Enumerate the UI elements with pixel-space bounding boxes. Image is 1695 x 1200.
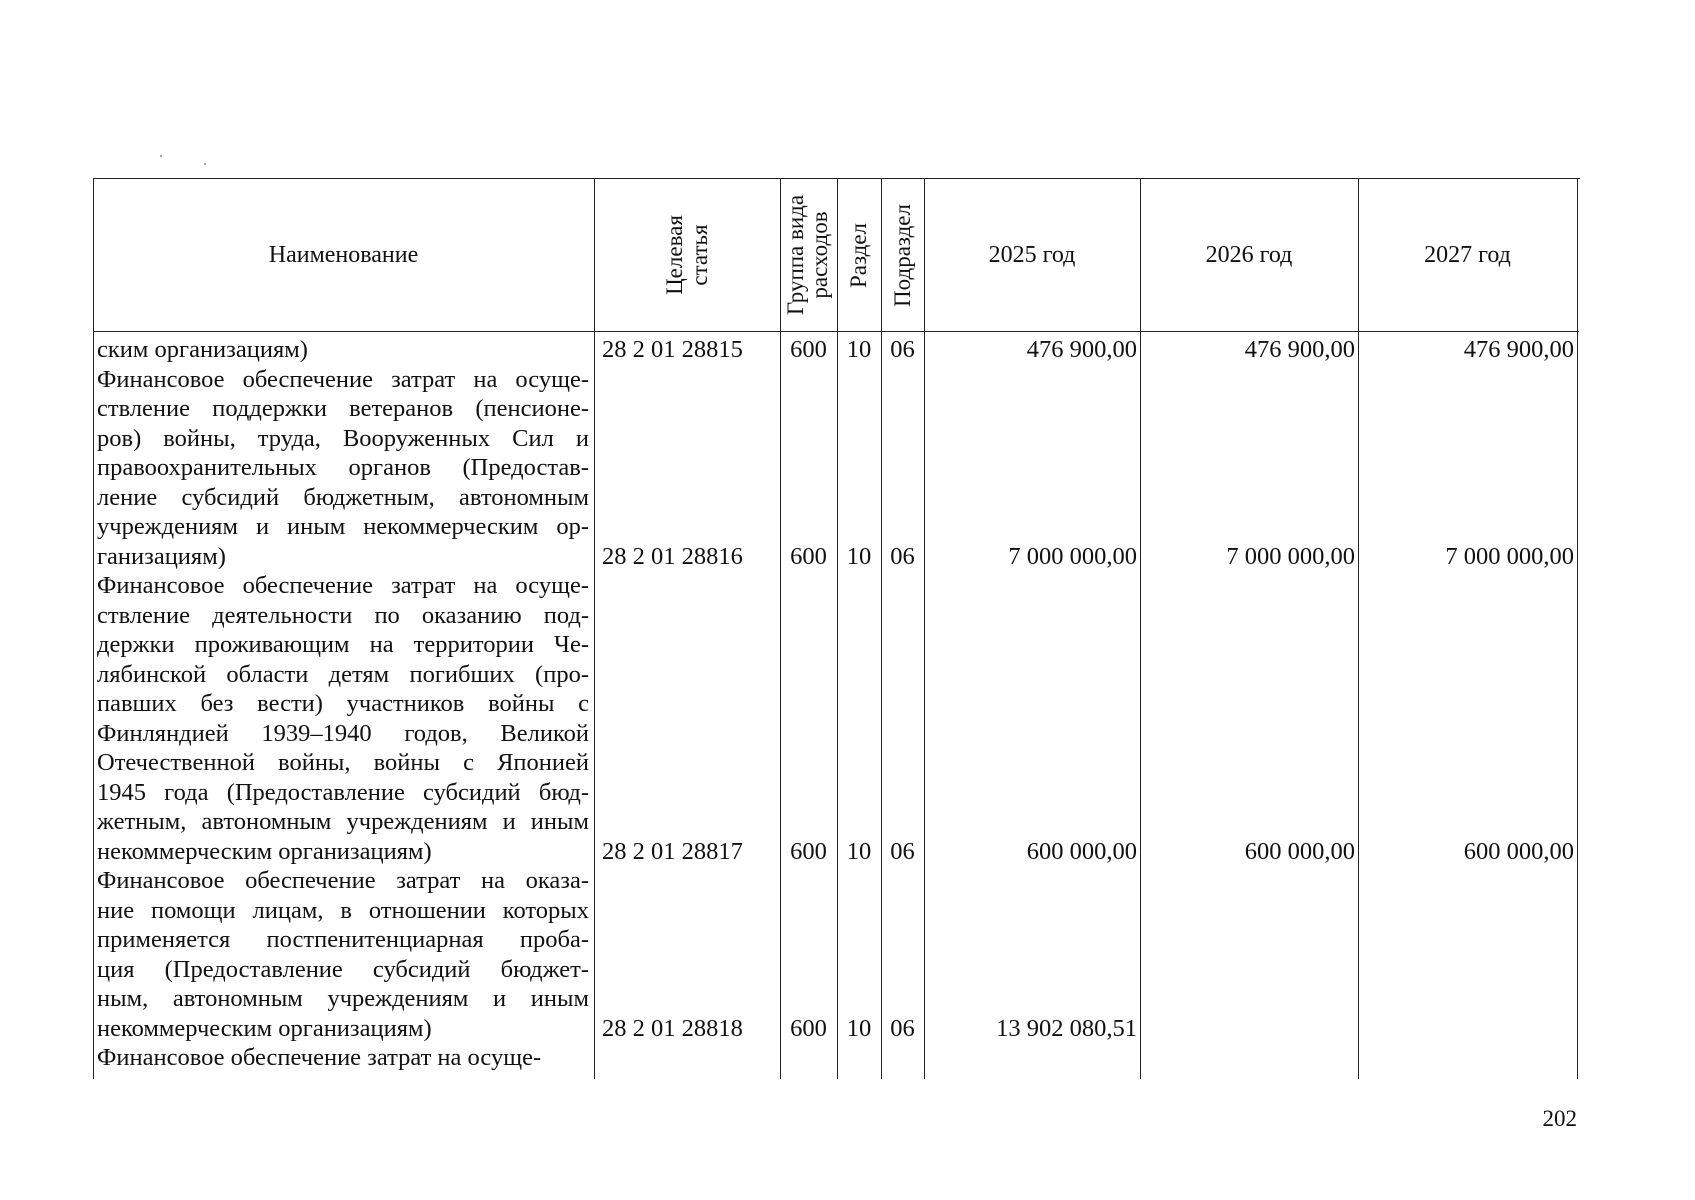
header-group-line2: расходов bbox=[807, 211, 833, 299]
header-2026 bbox=[1140, 179, 1358, 331]
amount-2027-cell: 476 900,00 bbox=[1463, 336, 1574, 363]
subsection-cell: 06 bbox=[890, 336, 915, 363]
expense-group-cell: 600 bbox=[790, 1014, 827, 1042]
header-name bbox=[93, 179, 594, 331]
header-2027-text: 2027 год bbox=[1424, 241, 1511, 268]
target-article-cell: 28 2 01 28816 bbox=[602, 542, 743, 570]
header-group-line1: Группа вида bbox=[783, 194, 809, 316]
row-name-line: Отечественной войны, войны с Японией bbox=[97, 749, 589, 776]
expense-group-cell: 600 bbox=[790, 336, 827, 363]
section-cell: 10 bbox=[846, 336, 872, 363]
table-border-right bbox=[1577, 179, 1578, 1079]
header-target-line2: статья bbox=[686, 224, 712, 286]
header-2027 bbox=[1358, 179, 1577, 331]
page-number: 202 bbox=[1542, 1106, 1577, 1131]
row-name-line: ствление деятельности по оказанию под- bbox=[97, 601, 589, 629]
header-2025-text: 2025 год bbox=[988, 241, 1076, 268]
row-name-line: Финансовое обеспечение затрат на оказа- bbox=[97, 867, 589, 894]
row-name-line: ление субсидий бюджетным, автономным bbox=[97, 483, 589, 511]
target-article-cell: 28 2 01 28815 bbox=[602, 336, 743, 363]
header-section-text: Раздел bbox=[846, 222, 872, 288]
section-cell: 10 bbox=[846, 1014, 872, 1042]
amount-2026-cell: 7 000 000,00 bbox=[1226, 542, 1355, 570]
amount-2025-cell: 476 900,00 bbox=[1026, 336, 1137, 363]
header-separator bbox=[93, 331, 1579, 332]
header-target-line1: Целевая bbox=[661, 215, 687, 295]
budget-table bbox=[93, 178, 1580, 1079]
row-name bbox=[97, 571, 589, 866]
row-name-line: лябинской области детям погибших (про- bbox=[97, 660, 589, 688]
row-name-line: павших без вести) участников войны с bbox=[97, 690, 589, 717]
expense-group-cell: 600 bbox=[790, 542, 827, 570]
row-name-line: применяется постпенитенциарная проба- bbox=[97, 926, 589, 953]
header-2025 bbox=[924, 179, 1140, 331]
row-name-line: ствление поддержки ветеранов (пенсионе- bbox=[97, 395, 589, 422]
row-name bbox=[97, 365, 589, 572]
target-article-cell: 28 2 01 28818 bbox=[602, 1014, 743, 1042]
header-subsection-text: Подраздел bbox=[890, 203, 916, 307]
scan-speck bbox=[204, 163, 206, 165]
expense-group-cell: 600 bbox=[790, 837, 827, 865]
amount-2025-cell: 600 000,00 bbox=[1026, 837, 1137, 865]
header-expense-group bbox=[780, 179, 837, 331]
amount-2027-cell: 7 000 000,00 bbox=[1445, 542, 1574, 570]
header-2026-text: 2026 год bbox=[1205, 241, 1293, 268]
row-name bbox=[97, 1043, 589, 1073]
section-cell: 10 bbox=[846, 542, 872, 570]
row-name-line: правоохранительных органов (Предостав- bbox=[97, 454, 589, 481]
amount-2027-cell: 600 000,00 bbox=[1463, 837, 1574, 865]
row-name-line: ров) войны, труда, Вооруженных Сил и bbox=[97, 424, 589, 452]
header-subsection bbox=[881, 179, 924, 331]
row-name-line: жетным, автономным учреждениям и иным bbox=[97, 808, 589, 835]
row-name bbox=[97, 335, 589, 365]
row-name-line: ция (Предоставление субсидий бюджет- bbox=[97, 955, 589, 983]
row-name-line: Финансовое обеспечение затрат на осуще- bbox=[97, 572, 589, 599]
header-section bbox=[837, 179, 881, 331]
section-cell: 10 bbox=[846, 837, 872, 865]
row-name-line: Финансовое обеспечение затрат на осуще- bbox=[97, 1044, 542, 1071]
row-name-line: некоммерческим организациям) bbox=[97, 1014, 432, 1042]
target-article-cell: 28 2 01 28817 bbox=[602, 837, 743, 865]
subsection-cell: 06 bbox=[890, 1014, 915, 1042]
header-target-article bbox=[594, 179, 780, 331]
scan-speck bbox=[160, 155, 162, 157]
row-name-line: ганизациям) bbox=[97, 542, 226, 570]
row-name-line: Финляндией 1939–1940 годов, Великой bbox=[97, 719, 589, 747]
row-name-line: ским организациям) bbox=[97, 336, 308, 363]
amount-2026-cell: 600 000,00 bbox=[1244, 837, 1355, 865]
amount-2026-cell: 476 900,00 bbox=[1244, 336, 1355, 363]
row-name-line: учреждениям и иным некоммерческим ор- bbox=[97, 513, 589, 540]
row-name-line: некоммерческим организациям) bbox=[97, 837, 432, 865]
row-name-line: Финансовое обеспечение затрат на осуще- bbox=[97, 365, 589, 393]
row-name-line: 1945 года (Предоставление субсидий бюд- bbox=[97, 778, 589, 806]
row-name-line: ным, автономным учреждениям и иным bbox=[97, 985, 589, 1012]
amount-2025-cell: 7 000 000,00 bbox=[1008, 542, 1137, 570]
subsection-cell: 06 bbox=[890, 837, 915, 865]
row-name-line: ние помощи лицам, в отношении которых bbox=[97, 896, 589, 924]
header-name-text: Наименование bbox=[268, 241, 419, 268]
amount-2025-cell: 13 902 080,51 bbox=[996, 1014, 1137, 1042]
row-name bbox=[97, 866, 589, 1043]
subsection-cell: 06 bbox=[890, 542, 915, 570]
row-name-line: держки проживающим на территории Че- bbox=[97, 631, 589, 658]
